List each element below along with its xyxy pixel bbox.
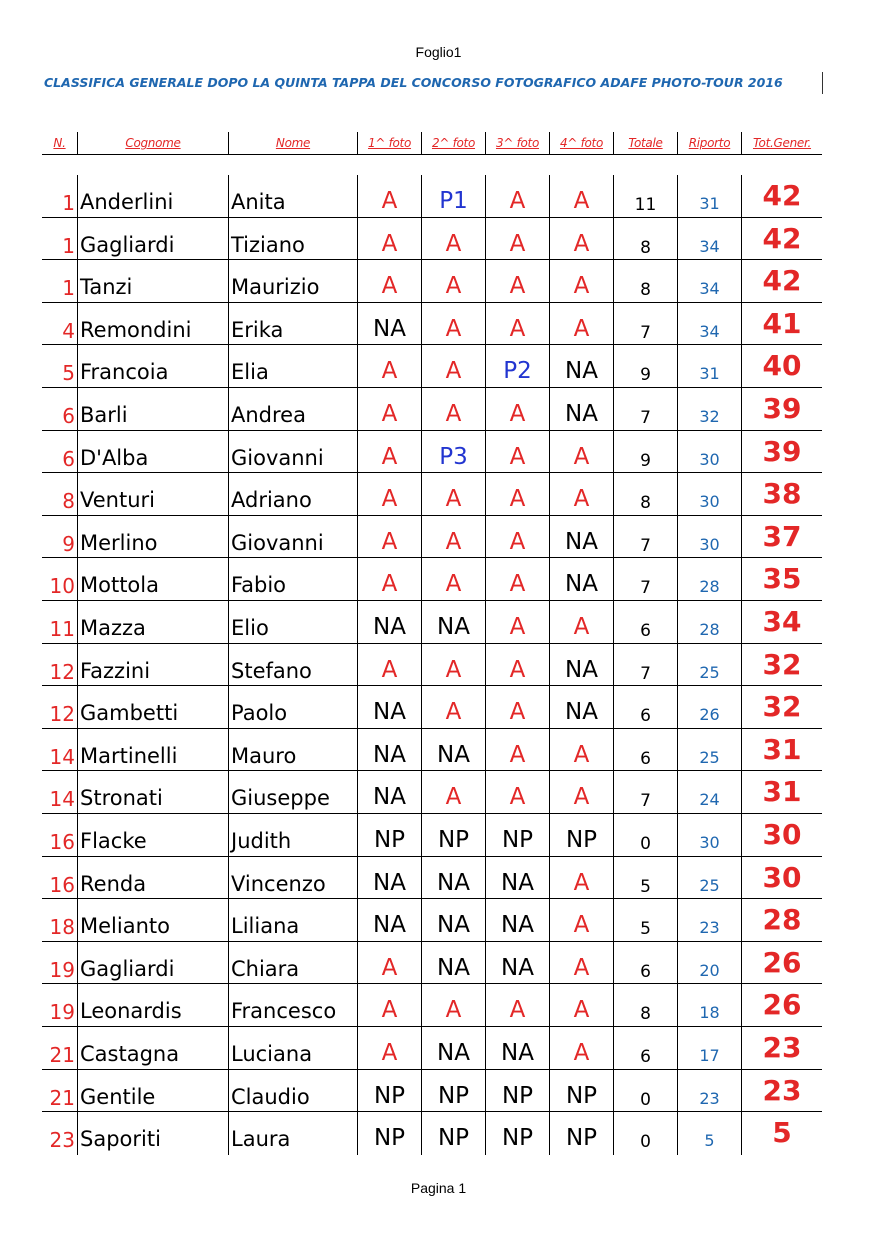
- totale-cell: 0: [614, 814, 678, 856]
- riporto-cell: 25: [678, 644, 742, 686]
- rank-cell: 21: [42, 1027, 78, 1069]
- foto-4-cell: A: [550, 984, 614, 1026]
- foto-3-cell: P2: [486, 345, 550, 387]
- foto-2-cell: A: [422, 260, 486, 302]
- foto-1-cell: A: [358, 431, 422, 473]
- riporto-cell: 25: [678, 729, 742, 771]
- riporto-cell: 30: [678, 516, 742, 558]
- rank-cell: 1: [42, 260, 78, 302]
- totale-cell: 5: [614, 899, 678, 941]
- header-nome: Nome: [229, 132, 358, 154]
- foto-3-cell: NA: [486, 1027, 550, 1069]
- table-row: [42, 857, 822, 900]
- tot-gener-cell: 39: [762, 392, 802, 425]
- foto-2-cell: P1: [422, 175, 486, 217]
- riporto-cell: 18: [678, 984, 742, 1026]
- table-row: [42, 175, 822, 218]
- name-cell: Anita: [229, 175, 358, 217]
- foto-2-cell: A: [422, 516, 486, 558]
- table-row: [42, 303, 822, 346]
- riporto-cell: 17: [678, 1027, 742, 1069]
- foto-3-cell: A: [486, 218, 550, 260]
- table-row: [42, 814, 822, 857]
- table-row: [42, 473, 822, 516]
- riporto-cell: 5: [678, 1112, 742, 1155]
- name-cell: Erika: [229, 303, 358, 345]
- rank-cell: 6: [42, 388, 78, 430]
- tot-gener-cell: 32: [762, 690, 802, 724]
- surname-cell: Saporiti: [78, 1112, 229, 1155]
- totale-cell: 7: [614, 644, 678, 686]
- foto-4-cell: A: [550, 303, 614, 345]
- name-cell: Mauro: [229, 729, 358, 771]
- tot-gener-cell: 30: [762, 818, 802, 851]
- rank-cell: 21: [42, 1070, 78, 1112]
- foto-1-cell: A: [358, 388, 422, 430]
- totale-cell: 5: [614, 857, 678, 899]
- totale-cell: 7: [614, 388, 678, 430]
- surname-cell: Fazzini: [78, 644, 229, 686]
- name-cell: Fabio: [229, 558, 358, 600]
- foto-4-cell: A: [550, 729, 614, 771]
- rank-cell: 6: [42, 431, 78, 473]
- rank-cell: 9: [42, 516, 78, 558]
- rank-cell: 14: [42, 771, 78, 813]
- surname-cell: Renda: [78, 857, 229, 899]
- foto-1-cell: NP: [358, 1070, 422, 1112]
- tot-gener-cell: 39: [762, 434, 802, 468]
- foto-1-cell: A: [358, 473, 422, 515]
- table-row: [42, 942, 822, 985]
- riporto-cell: 30: [678, 814, 742, 856]
- table-row: [42, 431, 822, 474]
- foto-3-cell: A: [486, 601, 550, 643]
- name-cell: Claudio: [229, 1070, 358, 1112]
- name-cell: Tiziano: [229, 218, 358, 260]
- tot-gener-cell: 26: [762, 945, 802, 979]
- rank-cell: 11: [42, 601, 78, 643]
- foto-1-cell: A: [358, 260, 422, 302]
- surname-cell: Remondini: [78, 303, 229, 345]
- foto-1-cell: A: [358, 175, 422, 217]
- tot-gener-cell: 31: [762, 732, 802, 766]
- riporto-cell: 24: [678, 771, 742, 813]
- foto-2-cell: A: [422, 345, 486, 387]
- foto-3-cell: A: [486, 303, 550, 345]
- foto-3-cell: A: [486, 558, 550, 600]
- header-foto-3: 3^ foto: [486, 132, 550, 154]
- foto-2-cell: NP: [422, 814, 486, 856]
- foto-3-cell: A: [486, 516, 550, 558]
- header-row: [42, 132, 822, 155]
- surname-cell: Stronati: [78, 771, 229, 813]
- riporto-cell: 25: [678, 857, 742, 899]
- surname-cell: Castagna: [78, 1027, 229, 1069]
- foto-4-cell: NA: [550, 558, 614, 600]
- table-row: [42, 1112, 822, 1155]
- rank-cell: 19: [42, 942, 78, 984]
- surname-cell: Anderlini: [78, 175, 229, 217]
- header-tot-gener: Tot.Gener.: [752, 136, 812, 150]
- header-riporto: Riporto: [678, 132, 742, 154]
- tot-gener-cell: 5: [772, 1116, 792, 1150]
- header-foto-4: 4^ foto: [550, 132, 614, 154]
- foto-4-cell: NA: [550, 516, 614, 558]
- foto-3-cell: A: [486, 686, 550, 728]
- totale-cell: 7: [614, 771, 678, 813]
- rank-cell: 16: [42, 857, 78, 899]
- rank-cell: 12: [42, 644, 78, 686]
- name-cell: Giuseppe: [229, 771, 358, 813]
- surname-cell: Gentile: [78, 1070, 229, 1112]
- foto-2-cell: NA: [422, 729, 486, 771]
- surname-cell: Flacke: [78, 814, 229, 856]
- totale-cell: 8: [614, 218, 678, 260]
- foto-3-cell: A: [486, 473, 550, 515]
- totale-cell: 8: [614, 473, 678, 515]
- name-cell: Elia: [229, 345, 358, 387]
- totale-cell: 6: [614, 942, 678, 984]
- surname-cell: Leonardis: [78, 984, 229, 1026]
- tot-gener-cell: 40: [762, 349, 802, 383]
- rank-cell: 1: [42, 218, 78, 260]
- foto-1-cell: NA: [358, 601, 422, 643]
- foto-2-cell: NP: [422, 1070, 486, 1112]
- foto-4-cell: A: [550, 942, 614, 984]
- riporto-cell: 34: [678, 218, 742, 260]
- surname-cell: D'Alba: [78, 431, 229, 473]
- table-row: [42, 516, 822, 559]
- foto-3-cell: NA: [486, 942, 550, 984]
- title-cell-border: [822, 72, 823, 94]
- foto-4-cell: NA: [550, 644, 614, 686]
- riporto-cell: 31: [678, 345, 742, 387]
- name-cell: Laura: [229, 1112, 358, 1155]
- foto-1-cell: A: [358, 942, 422, 984]
- foto-2-cell: A: [422, 473, 486, 515]
- page-title: CLASSIFICA GENERALE DOPO LA QUINTA TAPPA DEL CONCORSO FOTOGRAFICO ADAFE PHOTO-TOUR 2016: [44, 75, 783, 90]
- foto-3-cell: NP: [486, 1070, 550, 1112]
- table-row: [42, 558, 822, 601]
- foto-3-cell: NA: [486, 899, 550, 941]
- foto-4-cell: NP: [550, 814, 614, 856]
- table-row: [42, 260, 822, 303]
- table-row: [42, 218, 822, 261]
- surname-cell: Venturi: [78, 473, 229, 515]
- foto-1-cell: NP: [358, 1112, 422, 1155]
- foto-2-cell: A: [422, 686, 486, 728]
- foto-3-cell: A: [486, 771, 550, 813]
- rank-cell: 16: [42, 814, 78, 856]
- foto-4-cell: NA: [550, 345, 614, 387]
- riporto-cell: 28: [678, 601, 742, 643]
- foto-3-cell: NA: [486, 857, 550, 899]
- totale-cell: 7: [614, 303, 678, 345]
- rank-cell: 12: [42, 686, 78, 728]
- foto-3-cell: A: [486, 431, 550, 473]
- totale-cell: 0: [614, 1070, 678, 1112]
- foto-2-cell: A: [422, 984, 486, 1026]
- foto-2-cell: A: [422, 771, 486, 813]
- header-n: N.: [42, 132, 78, 154]
- riporto-cell: 20: [678, 942, 742, 984]
- name-cell: Chiara: [229, 942, 358, 984]
- rank-cell: 14: [42, 729, 78, 771]
- rank-cell: 19: [42, 984, 78, 1026]
- surname-cell: Melianto: [78, 899, 229, 941]
- tot-gener-cell: 23: [762, 1073, 802, 1107]
- surname-cell: Barli: [78, 388, 229, 430]
- rank-cell: 8: [42, 473, 78, 515]
- name-cell: Elio: [229, 601, 358, 643]
- foto-2-cell: NA: [422, 601, 486, 643]
- foto-4-cell: A: [550, 473, 614, 515]
- foto-4-cell: A: [550, 771, 614, 813]
- name-cell: Vincenzo: [229, 857, 358, 899]
- foto-4-cell: NA: [550, 388, 614, 430]
- name-cell: Judith: [229, 814, 358, 856]
- tot-gener-cell: 34: [762, 605, 802, 638]
- foto-2-cell: NA: [422, 899, 486, 941]
- table-row: [42, 1027, 822, 1070]
- tot-gener-cell: 37: [762, 519, 802, 553]
- foto-2-cell: A: [422, 644, 486, 686]
- table-row: [42, 729, 822, 772]
- totale-cell: 11: [614, 175, 678, 217]
- foto-1-cell: A: [358, 1027, 422, 1069]
- table-row: [42, 388, 822, 431]
- foto-1-cell: NP: [358, 814, 422, 856]
- surname-cell: Tanzi: [78, 260, 229, 302]
- foto-4-cell: A: [550, 899, 614, 941]
- foto-1-cell: NA: [358, 303, 422, 345]
- header-totale: Totale: [614, 132, 678, 154]
- totale-cell: 6: [614, 686, 678, 728]
- totale-cell: 0: [614, 1112, 678, 1155]
- name-cell: Stefano: [229, 644, 358, 686]
- tot-gener-cell: 41: [762, 306, 802, 340]
- totale-cell: 8: [614, 984, 678, 1026]
- foto-1-cell: NA: [358, 771, 422, 813]
- foto-4-cell: A: [550, 431, 614, 473]
- table-row: [42, 1070, 822, 1113]
- surname-cell: Mazza: [78, 601, 229, 643]
- foto-2-cell: A: [422, 303, 486, 345]
- rank-cell: 1: [42, 175, 78, 217]
- riporto-cell: 23: [678, 899, 742, 941]
- riporto-cell: 30: [678, 473, 742, 515]
- tot-gener-cell: 30: [762, 860, 802, 894]
- name-cell: Francesco: [229, 984, 358, 1026]
- foto-4-cell: A: [550, 218, 614, 260]
- foto-1-cell: NA: [358, 857, 422, 899]
- page-footer: Pagina 1: [410, 1180, 467, 1196]
- surname-cell: Gagliardi: [78, 942, 229, 984]
- tot-gener-cell: 42: [762, 221, 802, 255]
- table-row: [42, 899, 822, 942]
- foto-2-cell: P3: [422, 431, 486, 473]
- foto-3-cell: A: [486, 175, 550, 217]
- foto-1-cell: A: [358, 558, 422, 600]
- riporto-cell: 31: [678, 175, 742, 217]
- surname-cell: Mottola: [78, 558, 229, 600]
- surname-cell: Gambetti: [78, 686, 229, 728]
- foto-1-cell: NA: [358, 729, 422, 771]
- foto-2-cell: A: [422, 388, 486, 430]
- riporto-cell: 23: [678, 1070, 742, 1112]
- totale-cell: 7: [614, 558, 678, 600]
- foto-3-cell: A: [486, 984, 550, 1026]
- name-cell: Maurizio: [229, 260, 358, 302]
- foto-1-cell: A: [358, 516, 422, 558]
- foto-3-cell: NP: [486, 1112, 550, 1155]
- sheet-label: Foglio1: [415, 44, 462, 60]
- foto-3-cell: A: [486, 729, 550, 771]
- surname-cell: Gagliardi: [78, 218, 229, 260]
- tot-gener-cell: 31: [762, 775, 802, 809]
- surname-cell: Martinelli: [78, 729, 229, 771]
- table-row: [42, 771, 822, 814]
- foto-2-cell: NA: [422, 942, 486, 984]
- tot-gener-cell: 32: [762, 647, 802, 681]
- foto-1-cell: A: [358, 218, 422, 260]
- totale-cell: 8: [614, 260, 678, 302]
- tot-gener-cell: 26: [762, 988, 802, 1022]
- riporto-cell: 28: [678, 558, 742, 600]
- foto-3-cell: A: [486, 644, 550, 686]
- surname-cell: Merlino: [78, 516, 229, 558]
- foto-4-cell: A: [550, 175, 614, 217]
- totale-cell: 6: [614, 729, 678, 771]
- header-foto-2: 2^ foto: [422, 132, 486, 154]
- foto-1-cell: NA: [358, 899, 422, 941]
- foto-1-cell: A: [358, 984, 422, 1026]
- header-foto-1: 1^ foto: [358, 132, 422, 154]
- tot-gener-cell: 42: [762, 264, 802, 298]
- riporto-cell: 30: [678, 431, 742, 473]
- surname-cell: Francoia: [78, 345, 229, 387]
- totale-cell: 9: [614, 345, 678, 387]
- name-cell: Andrea: [229, 388, 358, 430]
- table-row: [42, 686, 822, 729]
- foto-3-cell: A: [486, 388, 550, 430]
- table-row: [42, 601, 822, 644]
- name-cell: Giovanni: [229, 431, 358, 473]
- totale-cell: 7: [614, 516, 678, 558]
- tot-gener-cell: 35: [762, 562, 802, 596]
- foto-1-cell: NA: [358, 686, 422, 728]
- tot-gener-cell: 42: [762, 179, 802, 212]
- rank-cell: 10: [42, 558, 78, 600]
- table-row: [42, 644, 822, 687]
- rank-cell: 5: [42, 345, 78, 387]
- foto-1-cell: A: [358, 644, 422, 686]
- foto-4-cell: A: [550, 601, 614, 643]
- foto-2-cell: NA: [422, 857, 486, 899]
- tot-gener-cell: 23: [762, 1031, 802, 1064]
- foto-3-cell: NP: [486, 814, 550, 856]
- riporto-cell: 26: [678, 686, 742, 728]
- header-cognome: Cognome: [78, 132, 229, 154]
- foto-4-cell: A: [550, 260, 614, 302]
- totale-cell: 6: [614, 1027, 678, 1069]
- foto-2-cell: NP: [422, 1112, 486, 1155]
- rank-cell: 23: [42, 1112, 78, 1155]
- name-cell: Adriano: [229, 473, 358, 515]
- name-cell: Luciana: [229, 1027, 358, 1069]
- foto-4-cell: NP: [550, 1070, 614, 1112]
- tot-gener-cell: 28: [762, 903, 802, 937]
- foto-4-cell: A: [550, 1027, 614, 1069]
- foto-4-cell: NA: [550, 686, 614, 728]
- table-row: [42, 345, 822, 388]
- foto-2-cell: A: [422, 218, 486, 260]
- table-row: [42, 984, 822, 1027]
- foto-2-cell: NA: [422, 1027, 486, 1069]
- riporto-cell: 34: [678, 260, 742, 302]
- rank-cell: 18: [42, 899, 78, 941]
- name-cell: Giovanni: [229, 516, 358, 558]
- tot-gener-cell: 38: [762, 477, 802, 511]
- foto-1-cell: A: [358, 345, 422, 387]
- riporto-cell: 32: [678, 388, 742, 430]
- riporto-cell: 34: [678, 303, 742, 345]
- foto-4-cell: A: [550, 857, 614, 899]
- foto-4-cell: NP: [550, 1112, 614, 1155]
- name-cell: Paolo: [229, 686, 358, 728]
- totale-cell: 6: [614, 601, 678, 643]
- foto-3-cell: A: [486, 260, 550, 302]
- foto-2-cell: A: [422, 558, 486, 600]
- rank-cell: 4: [42, 303, 78, 345]
- name-cell: Liliana: [229, 899, 358, 941]
- totale-cell: 9: [614, 431, 678, 473]
